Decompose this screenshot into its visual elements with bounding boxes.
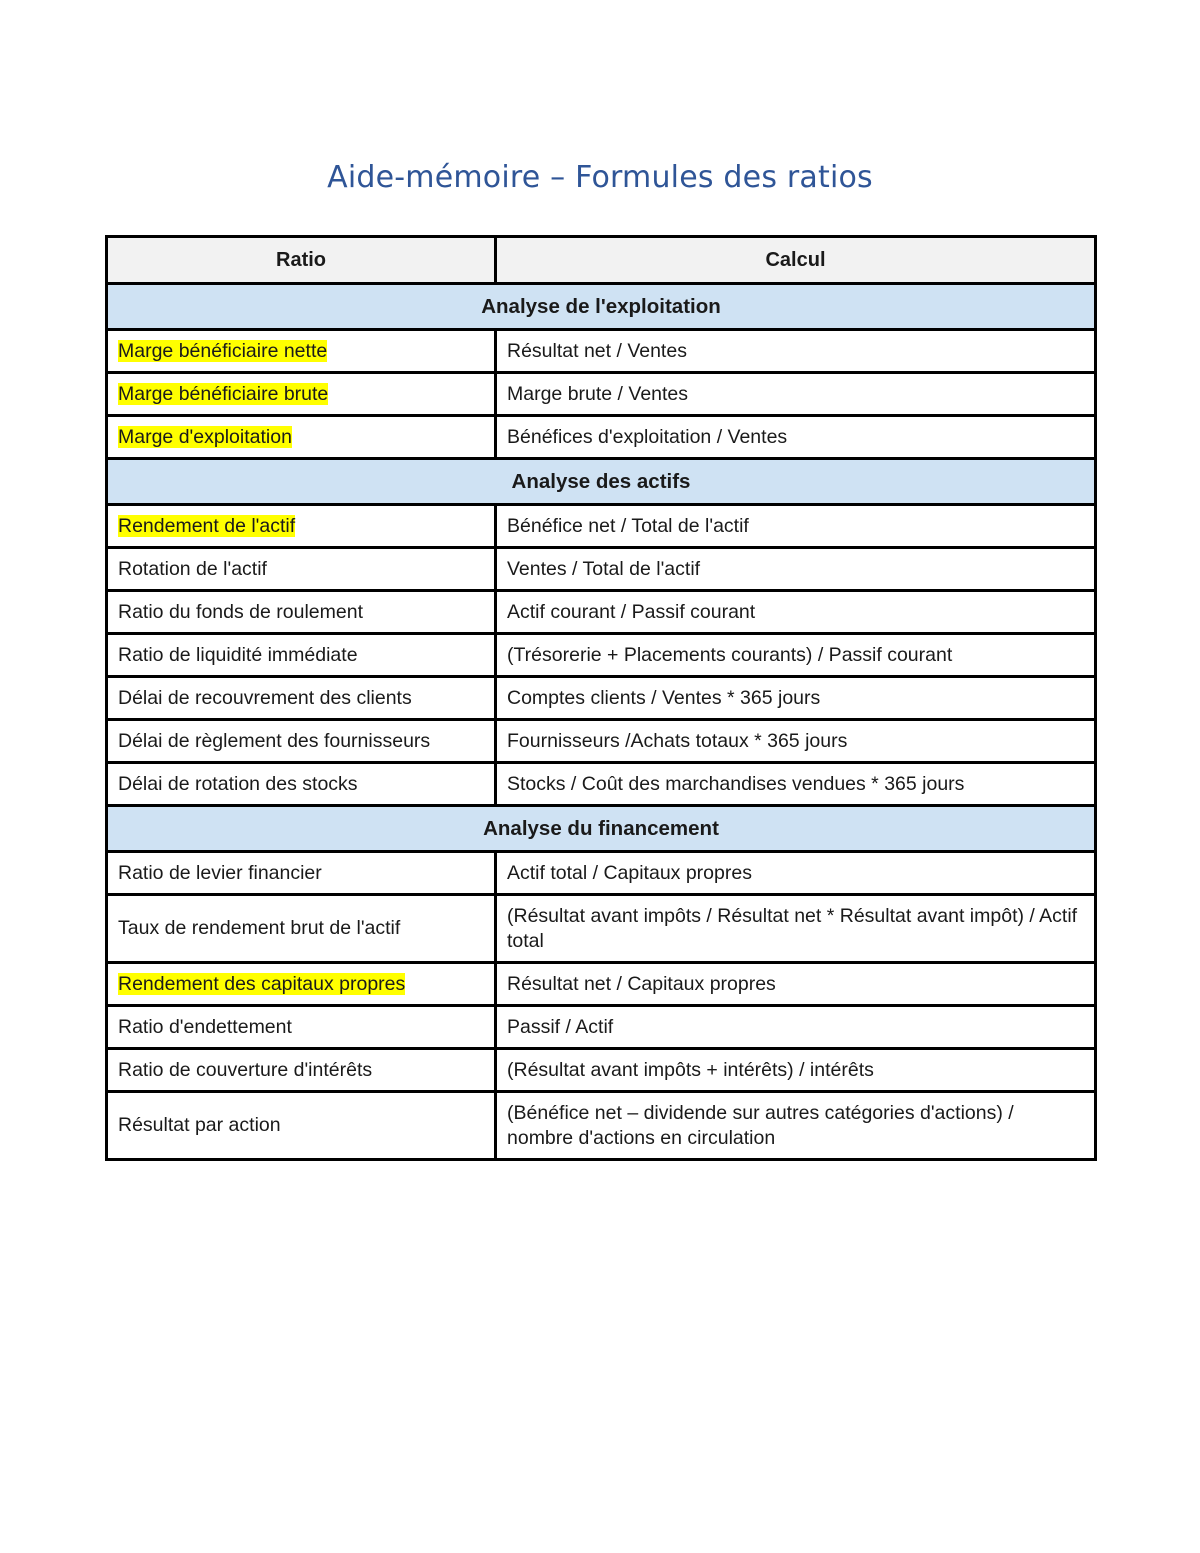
table-row xyxy=(107,330,1096,373)
ratio-name: Marge d'exploitation xyxy=(118,425,292,448)
ratio-name-cell xyxy=(107,330,496,373)
ratio-name: Délai de rotation des stocks xyxy=(107,763,496,806)
ratio-formula: Marge brute / Ventes xyxy=(496,373,1096,416)
ratio-formula: (Résultat avant impôts + intérêts) / intérêts xyxy=(496,1049,1096,1092)
ratio-name: Taux de rendement brut de l'actif xyxy=(107,895,496,963)
ratio-name: Ratio du fonds de roulement xyxy=(107,591,496,634)
header-calcul: Calcul xyxy=(496,237,1096,284)
table-row xyxy=(107,963,1096,1006)
table-row xyxy=(107,505,1096,548)
ratio-formula: Fournisseurs /Achats totaux * 365 jours xyxy=(496,720,1096,763)
table-row xyxy=(107,1049,1096,1092)
ratio-name: Ratio de levier financier xyxy=(107,852,496,895)
ratio-name: Marge bénéficiaire brute xyxy=(118,382,329,405)
ratio-name-cell xyxy=(107,416,496,459)
ratio-formula: (Résultat avant impôts / Résultat net * Résultat avant impôt) / Actif total xyxy=(496,895,1096,963)
ratio-name: Ratio de couverture d'intérêts xyxy=(107,1049,496,1092)
table-row xyxy=(107,895,1096,963)
ratio-name: Marge bénéficiaire nette xyxy=(118,339,328,362)
ratio-name: Résultat par action xyxy=(107,1092,496,1160)
ratio-formula: (Trésorerie + Placements courants) / Passif courant xyxy=(496,634,1096,677)
header-ratio: Ratio xyxy=(107,237,496,284)
table-row xyxy=(107,720,1096,763)
table-row xyxy=(107,1092,1096,1160)
ratio-formula: Résultat net / Capitaux propres xyxy=(496,963,1096,1006)
table-row xyxy=(107,548,1096,591)
document-title: Aide-mémoire – Formules des ratios xyxy=(327,160,873,195)
ratio-name: Rotation de l'actif xyxy=(107,548,496,591)
ratio-name: Ratio de liquidité immédiate xyxy=(107,634,496,677)
ratio-name: Délai de règlement des fournisseurs xyxy=(107,720,496,763)
table-row xyxy=(107,1006,1096,1049)
section-title-exploitation: Analyse de l'exploitation xyxy=(107,284,1096,330)
section-row xyxy=(107,459,1096,505)
ratio-name: Délai de recouvrement des clients xyxy=(107,677,496,720)
ratio-name-cell xyxy=(107,505,496,548)
ratio-formula: Stocks / Coût des marchandises vendues * 365 jours xyxy=(496,763,1096,806)
ratio-formula: Bénéfices d'exploitation / Ventes xyxy=(496,416,1096,459)
section-title-financement: Analyse du financement xyxy=(107,806,1096,852)
section-row xyxy=(107,806,1096,852)
table-row xyxy=(107,373,1096,416)
section-title-actifs: Analyse des actifs xyxy=(107,459,1096,505)
table-header-row xyxy=(107,237,1096,284)
ratio-formula: Résultat net / Ventes xyxy=(496,330,1096,373)
ratio-formula: Comptes clients / Ventes * 365 jours xyxy=(496,677,1096,720)
ratio-name: Rendement de l'actif xyxy=(118,514,296,537)
ratio-formula: Actif courant / Passif courant xyxy=(496,591,1096,634)
ratio-formula: Bénéfice net / Total de l'actif xyxy=(496,505,1096,548)
ratio-formulas-table xyxy=(105,235,1097,1161)
table-row xyxy=(107,763,1096,806)
section-row xyxy=(107,284,1096,330)
table-row xyxy=(107,591,1096,634)
table-row xyxy=(107,634,1096,677)
ratio-name-cell xyxy=(107,963,496,1006)
ratio-name-cell xyxy=(107,373,496,416)
ratio-formula: Actif total / Capitaux propres xyxy=(496,852,1096,895)
ratio-formula: (Bénéfice net – dividende sur autres catégories d'actions) / nombre d'actions en circulation xyxy=(496,1092,1096,1160)
ratio-name: Rendement des capitaux propres xyxy=(118,972,406,995)
table-row xyxy=(107,416,1096,459)
table-row xyxy=(107,677,1096,720)
ratio-formula: Passif / Actif xyxy=(496,1006,1096,1049)
table-row xyxy=(107,852,1096,895)
ratio-formula: Ventes / Total de l'actif xyxy=(496,548,1096,591)
ratio-name: Ratio d'endettement xyxy=(107,1006,496,1049)
